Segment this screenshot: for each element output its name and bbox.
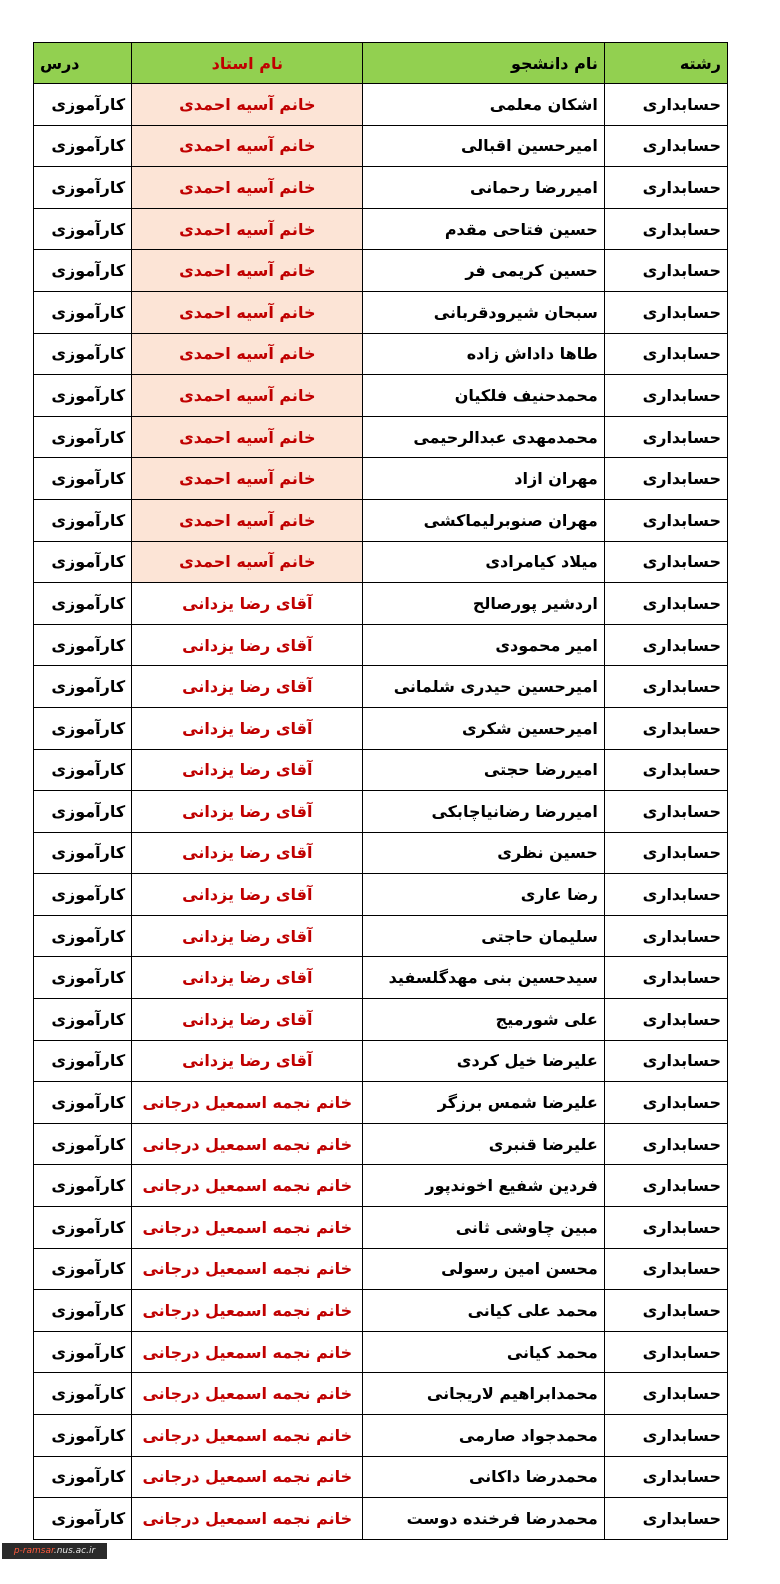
table-row bbox=[34, 458, 728, 500]
cell-teacher: خانم نجمه اسمعیل درجانی bbox=[132, 1373, 363, 1415]
cell-major: حسابداری bbox=[604, 1415, 727, 1457]
cell-major: حسابداری bbox=[604, 1248, 727, 1290]
cell-student: علیرضا خیل کردی bbox=[363, 1040, 604, 1082]
cell-student: محمدرضا فرخنده دوست bbox=[363, 1498, 604, 1540]
table-body bbox=[34, 84, 728, 1540]
table-row bbox=[34, 125, 728, 167]
cell-course: کارآموزی bbox=[34, 1498, 132, 1540]
cell-major: حسابداری bbox=[604, 957, 727, 999]
cell-course: کارآموزی bbox=[34, 84, 132, 126]
table-row bbox=[34, 1165, 728, 1207]
cell-major: حسابداری bbox=[604, 250, 727, 292]
header-student: نام دانشجو bbox=[363, 43, 604, 84]
header-major: رشته bbox=[604, 43, 727, 84]
cell-teacher: خانم آسیه احمدی bbox=[132, 541, 363, 583]
cell-course: کارآموزی bbox=[34, 250, 132, 292]
cell-course: کارآموزی bbox=[34, 624, 132, 666]
cell-course: کارآموزی bbox=[34, 1331, 132, 1373]
cell-student: حسین کریمی فر bbox=[363, 250, 604, 292]
cell-teacher: خانم آسیه احمدی bbox=[132, 458, 363, 500]
cell-teacher: خانم آسیه احمدی bbox=[132, 250, 363, 292]
cell-student: امیررضا رضانیاچابکی bbox=[363, 791, 604, 833]
cell-major: حسابداری bbox=[604, 624, 727, 666]
cell-major: حسابداری bbox=[604, 707, 727, 749]
table-row bbox=[34, 1123, 728, 1165]
table-row bbox=[34, 1207, 728, 1249]
table-row bbox=[34, 999, 728, 1041]
cell-course: کارآموزی bbox=[34, 915, 132, 957]
cell-major: حسابداری bbox=[604, 416, 727, 458]
cell-teacher: آقای رضا یزدانی bbox=[132, 749, 363, 791]
table-row bbox=[34, 541, 728, 583]
cell-teacher: خانم آسیه احمدی bbox=[132, 333, 363, 375]
table-row bbox=[34, 666, 728, 708]
cell-major: حسابداری bbox=[604, 208, 727, 250]
cell-teacher: خانم نجمه اسمعیل درجانی bbox=[132, 1456, 363, 1498]
table-row bbox=[34, 1290, 728, 1332]
cell-student: محمدحنیف فلکیان bbox=[363, 375, 604, 417]
cell-major: حسابداری bbox=[604, 1040, 727, 1082]
table-row bbox=[34, 583, 728, 625]
cell-course: کارآموزی bbox=[34, 208, 132, 250]
table-row bbox=[34, 791, 728, 833]
table-row bbox=[34, 1456, 728, 1498]
cell-course: کارآموزی bbox=[34, 1165, 132, 1207]
cell-student: رضا عاری bbox=[363, 874, 604, 916]
table-row bbox=[34, 1331, 728, 1373]
cell-teacher: خانم آسیه احمدی bbox=[132, 208, 363, 250]
cell-course: کارآموزی bbox=[34, 333, 132, 375]
cell-course: کارآموزی bbox=[34, 832, 132, 874]
cell-student: سبحان شیرودقربانی bbox=[363, 291, 604, 333]
cell-student: اردشیر پورصالح bbox=[363, 583, 604, 625]
cell-teacher: خانم نجمه اسمعیل درجانی bbox=[132, 1415, 363, 1457]
cell-course: کارآموزی bbox=[34, 999, 132, 1041]
cell-student: محمدرضا داکانی bbox=[363, 1456, 604, 1498]
table-row bbox=[34, 291, 728, 333]
table-row bbox=[34, 1415, 728, 1457]
cell-teacher: آقای رضا یزدانی bbox=[132, 624, 363, 666]
table-row bbox=[34, 84, 728, 126]
cell-student: محمد کیانی bbox=[363, 1331, 604, 1373]
cell-teacher: خانم آسیه احمدی bbox=[132, 167, 363, 209]
cell-teacher: آقای رضا یزدانی bbox=[132, 1040, 363, 1082]
header-course: درس bbox=[34, 43, 132, 84]
cell-student: علی شورمیج bbox=[363, 999, 604, 1041]
cell-student: امیررضا رحمانی bbox=[363, 167, 604, 209]
cell-course: کارآموزی bbox=[34, 749, 132, 791]
cell-major: حسابداری bbox=[604, 291, 727, 333]
cell-course: کارآموزی bbox=[34, 291, 132, 333]
cell-major: حسابداری bbox=[604, 1290, 727, 1332]
cell-teacher: خانم آسیه احمدی bbox=[132, 499, 363, 541]
watermark-suffix: .nus.ac.ir bbox=[53, 1546, 96, 1556]
cell-major: حسابداری bbox=[604, 1123, 727, 1165]
table-row bbox=[34, 1498, 728, 1540]
cell-major: حسابداری bbox=[604, 541, 727, 583]
cell-course: کارآموزی bbox=[34, 791, 132, 833]
table-row bbox=[34, 416, 728, 458]
cell-major: حسابداری bbox=[604, 791, 727, 833]
students-table bbox=[33, 42, 728, 1540]
cell-major: حسابداری bbox=[604, 125, 727, 167]
cell-teacher: خانم نجمه اسمعیل درجانی bbox=[132, 1290, 363, 1332]
cell-course: کارآموزی bbox=[34, 1248, 132, 1290]
table-row bbox=[34, 1082, 728, 1124]
cell-major: حسابداری bbox=[604, 666, 727, 708]
cell-major: حسابداری bbox=[604, 832, 727, 874]
cell-major: حسابداری bbox=[604, 583, 727, 625]
cell-student: سلیمان حاجتی bbox=[363, 915, 604, 957]
cell-teacher: خانم نجمه اسمعیل درجانی bbox=[132, 1123, 363, 1165]
cell-student: محمدابراهیم لاریجانی bbox=[363, 1373, 604, 1415]
cell-teacher: آقای رضا یزدانی bbox=[132, 874, 363, 916]
cell-student: مبین چاوشی ثانی bbox=[363, 1207, 604, 1249]
cell-course: کارآموزی bbox=[34, 416, 132, 458]
table-row bbox=[34, 1373, 728, 1415]
cell-teacher: خانم نجمه اسمعیل درجانی bbox=[132, 1331, 363, 1373]
header-teacher: نام استاد bbox=[132, 43, 363, 84]
cell-course: کارآموزی bbox=[34, 707, 132, 749]
cell-student: محمد علی کیانی bbox=[363, 1290, 604, 1332]
cell-student: طاها داداش زاده bbox=[363, 333, 604, 375]
cell-student: حسین نظری bbox=[363, 832, 604, 874]
cell-teacher: آقای رضا یزدانی bbox=[132, 791, 363, 833]
table-row bbox=[34, 624, 728, 666]
cell-teacher: خانم آسیه احمدی bbox=[132, 125, 363, 167]
cell-student: میلاد کیامرادی bbox=[363, 541, 604, 583]
cell-course: کارآموزی bbox=[34, 1290, 132, 1332]
table-row bbox=[34, 957, 728, 999]
cell-major: حسابداری bbox=[604, 1082, 727, 1124]
cell-teacher: خانم نجمه اسمعیل درجانی bbox=[132, 1082, 363, 1124]
cell-major: حسابداری bbox=[604, 84, 727, 126]
cell-major: حسابداری bbox=[604, 375, 727, 417]
table-row bbox=[34, 499, 728, 541]
cell-teacher: خانم آسیه احمدی bbox=[132, 416, 363, 458]
cell-course: کارآموزی bbox=[34, 1082, 132, 1124]
cell-course: کارآموزی bbox=[34, 874, 132, 916]
cell-course: کارآموزی bbox=[34, 1456, 132, 1498]
cell-student: سیدحسین بنی مهدگلسفید bbox=[363, 957, 604, 999]
cell-student: علیرضا شمس برزگر bbox=[363, 1082, 604, 1124]
cell-student: فردین شفیع اخوندپور bbox=[363, 1165, 604, 1207]
cell-course: کارآموزی bbox=[34, 1040, 132, 1082]
cell-course: کارآموزی bbox=[34, 167, 132, 209]
cell-teacher: آقای رضا یزدانی bbox=[132, 666, 363, 708]
cell-teacher: آقای رضا یزدانی bbox=[132, 832, 363, 874]
table-row bbox=[34, 915, 728, 957]
cell-student: حسین فتاحی مقدم bbox=[363, 208, 604, 250]
cell-course: کارآموزی bbox=[34, 1123, 132, 1165]
cell-major: حسابداری bbox=[604, 1331, 727, 1373]
table-row bbox=[34, 250, 728, 292]
cell-student: مهران ازاد bbox=[363, 458, 604, 500]
cell-course: کارآموزی bbox=[34, 666, 132, 708]
cell-major: حسابداری bbox=[604, 167, 727, 209]
cell-major: حسابداری bbox=[604, 333, 727, 375]
cell-course: کارآموزی bbox=[34, 583, 132, 625]
cell-teacher: خانم آسیه احمدی bbox=[132, 291, 363, 333]
cell-teacher: خانم نجمه اسمعیل درجانی bbox=[132, 1248, 363, 1290]
cell-student: امیر محمودی bbox=[363, 624, 604, 666]
site-watermark bbox=[2, 1543, 107, 1559]
cell-student: امیرحسین حیدری شلمانی bbox=[363, 666, 604, 708]
cell-student: امیررضا حجتی bbox=[363, 749, 604, 791]
cell-course: کارآموزی bbox=[34, 499, 132, 541]
cell-major: حسابداری bbox=[604, 1165, 727, 1207]
cell-major: حسابداری bbox=[604, 749, 727, 791]
cell-student: محمدمهدی عبدالرحیمی bbox=[363, 416, 604, 458]
cell-major: حسابداری bbox=[604, 1207, 727, 1249]
cell-course: کارآموزی bbox=[34, 1373, 132, 1415]
table-row bbox=[34, 375, 728, 417]
table-row bbox=[34, 1248, 728, 1290]
cell-major: حسابداری bbox=[604, 1373, 727, 1415]
watermark-prefix: p-ramsar bbox=[13, 1546, 54, 1556]
cell-major: حسابداری bbox=[604, 999, 727, 1041]
cell-teacher: خانم نجمه اسمعیل درجانی bbox=[132, 1165, 363, 1207]
table-row bbox=[34, 333, 728, 375]
cell-teacher: خانم آسیه احمدی bbox=[132, 375, 363, 417]
cell-teacher: آقای رضا یزدانی bbox=[132, 583, 363, 625]
cell-student: محمدجواد صارمی bbox=[363, 1415, 604, 1457]
cell-teacher: خانم آسیه احمدی bbox=[132, 84, 363, 126]
cell-major: حسابداری bbox=[604, 1498, 727, 1540]
cell-student: محسن امین رسولی bbox=[363, 1248, 604, 1290]
cell-teacher: خانم نجمه اسمعیل درجانی bbox=[132, 1207, 363, 1249]
cell-major: حسابداری bbox=[604, 915, 727, 957]
cell-student: اشکان معلمی bbox=[363, 84, 604, 126]
table-row bbox=[34, 832, 728, 874]
table-row bbox=[34, 874, 728, 916]
header-row bbox=[34, 43, 728, 84]
cell-course: کارآموزی bbox=[34, 957, 132, 999]
table-row bbox=[34, 707, 728, 749]
cell-course: کارآموزی bbox=[34, 458, 132, 500]
cell-major: حسابداری bbox=[604, 458, 727, 500]
table-row bbox=[34, 208, 728, 250]
table-row bbox=[34, 749, 728, 791]
cell-course: کارآموزی bbox=[34, 1207, 132, 1249]
cell-teacher: آقای رضا یزدانی bbox=[132, 707, 363, 749]
cell-teacher: آقای رضا یزدانی bbox=[132, 915, 363, 957]
cell-student: امیرحسین شکری bbox=[363, 707, 604, 749]
cell-student: علیرضا قنبری bbox=[363, 1123, 604, 1165]
cell-teacher: آقای رضا یزدانی bbox=[132, 957, 363, 999]
cell-teacher: خانم نجمه اسمعیل درجانی bbox=[132, 1498, 363, 1540]
cell-course: کارآموزی bbox=[34, 375, 132, 417]
cell-course: کارآموزی bbox=[34, 541, 132, 583]
cell-major: حسابداری bbox=[604, 499, 727, 541]
cell-student: امیرحسین اقبالی bbox=[363, 125, 604, 167]
table-row bbox=[34, 1040, 728, 1082]
cell-course: کارآموزی bbox=[34, 125, 132, 167]
cell-major: حسابداری bbox=[604, 1456, 727, 1498]
table-row bbox=[34, 167, 728, 209]
cell-major: حسابداری bbox=[604, 874, 727, 916]
cell-student: مهران صنوبرلیماکشی bbox=[363, 499, 604, 541]
cell-course: کارآموزی bbox=[34, 1415, 132, 1457]
cell-teacher: آقای رضا یزدانی bbox=[132, 999, 363, 1041]
